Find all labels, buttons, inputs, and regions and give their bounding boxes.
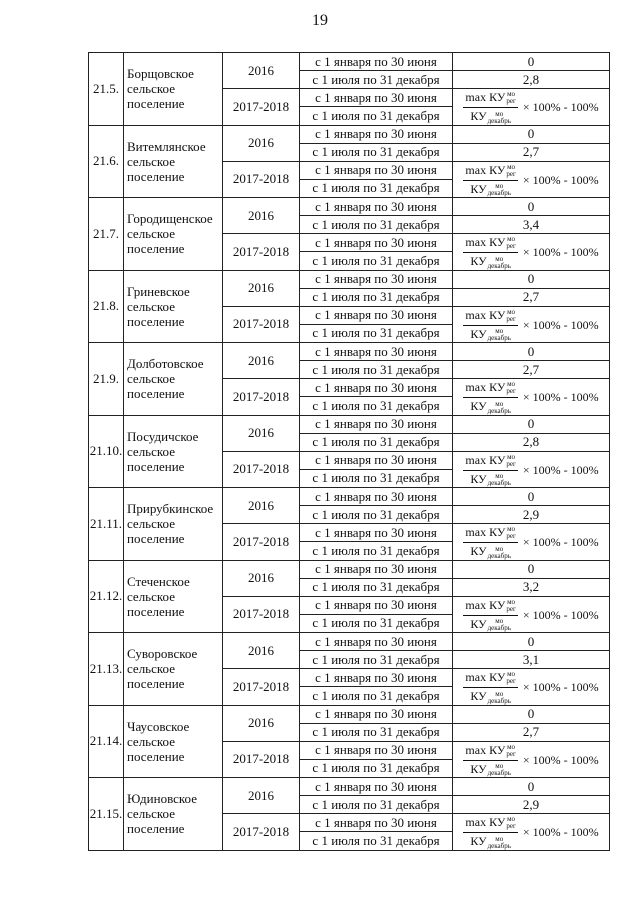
tariff-table-body (89, 53, 610, 851)
year-cell: 2016 (223, 633, 300, 669)
fraction-numerator (463, 599, 517, 616)
sub-label: декабрь (487, 696, 511, 705)
settlement-name: Долботовское сельское поселение (124, 343, 223, 416)
year-cell: 2017-2018 (223, 669, 300, 706)
settlement-name: Чаусовское сельское поселение (124, 705, 223, 778)
period-cell: с 1 июля по 31 декабря (300, 796, 453, 814)
fraction-denominator (470, 543, 511, 559)
formula-cell (453, 524, 610, 561)
formula (463, 454, 598, 488)
year-cell: 2016 (223, 198, 300, 234)
sup-label: мо (507, 307, 516, 316)
year-cell: 2017-2018 (223, 814, 300, 851)
sub-label: декабрь (487, 261, 511, 270)
fraction-numerator (463, 381, 517, 398)
year-cell: 2016 (223, 488, 300, 524)
formula (463, 599, 598, 633)
max-label: max (465, 597, 487, 612)
max-label: max (465, 90, 487, 104)
sub-label: рег (506, 749, 516, 758)
sub-label: декабрь (487, 334, 511, 342)
row-number: 21.12. (89, 560, 124, 633)
year-cell: 2016 (223, 560, 300, 596)
period-cell: с 1 июля по 31 декабря (300, 216, 453, 234)
formula (463, 236, 598, 270)
sup-label: мо (507, 742, 516, 751)
table-row (89, 705, 610, 723)
table-row (89, 560, 610, 578)
period-cell: с 1 января по 30 июня (300, 814, 453, 832)
value-cell: 2,8 (453, 433, 610, 451)
fraction-denominator (470, 398, 511, 414)
ku-label: КУ (470, 616, 487, 631)
index-mark (506, 236, 515, 250)
sub-label: рег (506, 387, 516, 396)
formula-tail: × 100% - 100% (522, 245, 599, 260)
row-number: 21.11. (89, 488, 124, 561)
max-label: max (465, 525, 487, 539)
sup-label: мо (495, 109, 504, 118)
index-mark (506, 526, 515, 540)
formula (463, 164, 598, 198)
period-cell: с 1 июля по 31 декабря (300, 759, 453, 777)
ku-label: КУ (489, 670, 506, 684)
sub-label: декабрь (487, 116, 511, 125)
value-cell: 0 (453, 125, 610, 143)
period-cell: с 1 июля по 31 декабря (300, 397, 453, 415)
year-cell: 2017-2018 (223, 379, 300, 416)
value-cell: 3,2 (453, 578, 610, 596)
max-label: max (465, 742, 487, 757)
fraction (463, 309, 517, 343)
index-mark (488, 328, 511, 342)
table-row (89, 343, 610, 361)
value-cell: 0 (453, 343, 610, 361)
fraction-numerator (463, 236, 517, 253)
max-label: max (465, 235, 487, 249)
period-cell: с 1 июля по 31 декабря (300, 687, 453, 705)
formula-cell (453, 596, 610, 633)
value-cell: 2,9 (453, 796, 610, 814)
formula-cell (453, 669, 610, 706)
fraction-numerator (463, 91, 517, 108)
table-row (89, 270, 610, 288)
fraction-numerator (463, 671, 517, 688)
row-number: 21.14. (89, 705, 124, 778)
formula (463, 526, 598, 560)
fraction (463, 91, 517, 125)
period-cell: с 1 января по 30 июня (300, 741, 453, 759)
index-mark (506, 744, 515, 758)
formula-tail: × 100% - 100% (522, 752, 599, 767)
max-label: max (465, 162, 487, 177)
period-cell: с 1 января по 30 июня (300, 524, 453, 542)
table-row (89, 488, 610, 506)
fraction-denominator (470, 181, 511, 197)
year-cell: 2016 (223, 705, 300, 741)
period-cell: с 1 января по 30 июня (300, 161, 453, 179)
table-row (89, 125, 610, 143)
settlement-name: Юдиновское сельское поселение (124, 778, 223, 851)
settlement-name: Суворовское сельское поселение (124, 633, 223, 706)
value-cell: 0 (453, 270, 610, 288)
formula-tail: × 100% - 100% (522, 462, 599, 477)
period-cell: с 1 января по 30 июня (300, 234, 453, 252)
ku-label: КУ (489, 452, 506, 467)
value-cell: 0 (453, 560, 610, 578)
fraction (463, 164, 517, 198)
table-row (89, 415, 610, 433)
fraction (463, 671, 517, 705)
period-cell: с 1 июля по 31 декабря (300, 143, 453, 161)
ku-label: КУ (470, 761, 487, 776)
sub-label: рег (506, 169, 516, 178)
period-cell: с 1 января по 30 июня (300, 53, 453, 71)
formula-tail: × 100% - 100% (522, 680, 599, 695)
settlement-name: Городищенское сельское поселение (124, 198, 223, 271)
sub-label: декабрь (487, 769, 511, 777)
sub-label: рег (506, 532, 516, 541)
period-cell: с 1 января по 30 июня (300, 778, 453, 796)
period-cell: с 1 января по 30 июня (300, 451, 453, 469)
index-mark (506, 164, 515, 178)
index-mark (488, 183, 511, 197)
max-label: max (465, 815, 487, 829)
ku-label: КУ (470, 544, 487, 559)
index-mark (488, 546, 511, 560)
sup-label: мо (495, 544, 504, 553)
value-cell: 0 (453, 488, 610, 506)
period-cell: с 1 июля по 31 декабря (300, 651, 453, 669)
period-cell: с 1 июля по 31 декабря (300, 361, 453, 379)
formula-cell (453, 451, 610, 488)
ku-label: КУ (489, 525, 506, 539)
fraction (463, 816, 517, 850)
ku-label: КУ (470, 471, 487, 486)
year-cell: 2016 (223, 125, 300, 161)
period-cell: с 1 января по 30 июня (300, 198, 453, 216)
sub-label: декабрь (487, 189, 511, 197)
period-cell: с 1 января по 30 июня (300, 89, 453, 107)
ku-label: КУ (470, 181, 487, 196)
sup-label: мо (495, 689, 504, 698)
fraction (463, 526, 517, 560)
sub-label: декабрь (487, 841, 511, 850)
fraction-denominator (470, 253, 511, 269)
formula-tail: × 100% - 100% (522, 390, 599, 405)
sub-label: декабрь (487, 406, 511, 415)
period-cell: с 1 января по 30 июня (300, 488, 453, 506)
max-label: max (465, 452, 487, 467)
ku-label: КУ (489, 815, 506, 829)
settlement-name: Посудичское сельское поселение (124, 415, 223, 488)
ku-label: КУ (470, 689, 487, 704)
ku-label: КУ (489, 162, 506, 177)
table-row (89, 198, 610, 216)
formula-cell (453, 814, 610, 851)
year-cell: 2017-2018 (223, 306, 300, 343)
sub-label: декабрь (487, 479, 511, 487)
sub-label: декабрь (487, 551, 511, 560)
sub-label: рег (506, 242, 516, 251)
period-cell: с 1 июля по 31 декабря (300, 288, 453, 306)
max-label: max (465, 380, 487, 394)
settlement-name: Борщовское сельское поселение (124, 53, 223, 126)
fraction-numerator (463, 164, 517, 181)
settlement-name: Стеченское сельское поселение (124, 560, 223, 633)
index-mark (488, 763, 511, 777)
formula-tail: × 100% - 100% (522, 100, 599, 115)
formula-tail: × 100% - 100% (522, 535, 599, 550)
index-mark (506, 454, 515, 468)
value-cell: 3,4 (453, 216, 610, 234)
ku-label: КУ (489, 597, 506, 612)
ku-label: КУ (470, 834, 487, 849)
value-cell: 2,8 (453, 71, 610, 89)
period-cell: с 1 июля по 31 декабря (300, 832, 453, 850)
period-cell: с 1 июля по 31 декабря (300, 71, 453, 89)
table-row (89, 633, 610, 651)
year-cell: 2016 (223, 415, 300, 451)
year-cell: 2017-2018 (223, 451, 300, 488)
fraction (463, 454, 517, 488)
period-cell: с 1 июля по 31 декабря (300, 433, 453, 451)
sup-label: мо (495, 399, 504, 408)
formula (463, 381, 598, 415)
fraction (463, 381, 517, 415)
period-cell: с 1 июля по 31 декабря (300, 469, 453, 487)
row-number: 21.15. (89, 778, 124, 851)
ku-label: КУ (489, 380, 506, 394)
value-cell: 0 (453, 198, 610, 216)
period-cell: с 1 июля по 31 декабря (300, 324, 453, 342)
fraction-denominator (470, 688, 511, 704)
tariff-table (88, 52, 610, 851)
formula-cell (453, 306, 610, 343)
sup-label: мо (507, 815, 516, 824)
fraction-denominator (470, 108, 511, 124)
period-cell: с 1 января по 30 июня (300, 560, 453, 578)
sup-label: мо (495, 834, 504, 843)
sup-label: мо (495, 254, 504, 263)
sup-label: мо (507, 380, 516, 389)
value-cell: 2,7 (453, 288, 610, 306)
year-cell: 2017-2018 (223, 741, 300, 778)
fraction (463, 599, 517, 633)
sub-label: рег (506, 677, 516, 686)
fraction-numerator (463, 744, 517, 761)
fraction-numerator (463, 526, 517, 543)
table-row (89, 778, 610, 796)
sub-label: рег (506, 604, 516, 613)
table-row (89, 53, 610, 71)
settlement-name: Прирубкинское сельское поселение (124, 488, 223, 561)
period-cell: с 1 июля по 31 декабря (300, 614, 453, 632)
value-cell: 0 (453, 778, 610, 796)
period-cell: с 1 января по 30 июня (300, 270, 453, 288)
formula-tail: × 100% - 100% (522, 607, 599, 622)
value-cell: 0 (453, 633, 610, 651)
period-cell: с 1 января по 30 июня (300, 669, 453, 687)
fraction-numerator (463, 309, 517, 326)
formula-cell (453, 741, 610, 778)
max-label: max (465, 307, 487, 322)
sup-label: мо (495, 617, 504, 625)
fraction-numerator (463, 454, 517, 471)
period-cell: с 1 января по 30 июня (300, 379, 453, 397)
ku-label: КУ (489, 90, 506, 104)
row-number: 21.10. (89, 415, 124, 488)
sup-label: мо (507, 235, 516, 244)
index-mark (488, 473, 511, 487)
row-number: 21.6. (89, 125, 124, 198)
formula (463, 309, 598, 343)
row-number: 21.9. (89, 343, 124, 416)
ku-label: КУ (470, 109, 487, 124)
row-number: 21.13. (89, 633, 124, 706)
index-mark (488, 691, 511, 705)
sub-label: рег (506, 97, 516, 106)
year-cell: 2016 (223, 343, 300, 379)
period-cell: с 1 января по 30 июня (300, 306, 453, 324)
value-cell: 0 (453, 705, 610, 723)
sup-label: мо (507, 597, 516, 606)
period-cell: с 1 января по 30 июня (300, 415, 453, 433)
ku-label: КУ (489, 742, 506, 757)
year-cell: 2017-2018 (223, 524, 300, 561)
page-number: 19 (312, 12, 328, 29)
ku-label: КУ (470, 326, 487, 341)
year-cell: 2017-2018 (223, 234, 300, 271)
sup-label: мо (495, 182, 504, 190)
sub-label: декабрь (487, 624, 511, 632)
index-mark (488, 836, 511, 850)
period-cell: с 1 июля по 31 декабря (300, 179, 453, 197)
formula-tail: × 100% - 100% (522, 172, 599, 187)
formula (463, 816, 598, 850)
year-cell: 2016 (223, 53, 300, 89)
formula (463, 671, 598, 705)
period-cell: с 1 января по 30 июня (300, 633, 453, 651)
ku-label: КУ (489, 307, 506, 322)
fraction-denominator (470, 833, 511, 849)
sup-label: мо (495, 327, 504, 335)
sup-label: мо (507, 90, 516, 99)
sub-label: рег (506, 822, 516, 831)
formula-cell (453, 234, 610, 271)
period-cell: с 1 января по 30 июня (300, 343, 453, 361)
index-mark (488, 401, 511, 415)
period-cell: с 1 января по 30 июня (300, 596, 453, 614)
fraction-denominator (470, 471, 511, 487)
ku-label: КУ (489, 235, 506, 249)
period-cell: с 1 июля по 31 декабря (300, 107, 453, 125)
fraction-numerator (463, 816, 517, 833)
period-cell: с 1 января по 30 июня (300, 125, 453, 143)
year-cell: 2016 (223, 270, 300, 306)
index-mark (506, 91, 515, 105)
fraction (463, 236, 517, 270)
period-cell: с 1 июля по 31 декабря (300, 578, 453, 596)
formula-cell (453, 379, 610, 416)
index-mark (506, 309, 515, 323)
formula-cell (453, 89, 610, 126)
year-cell: 2016 (223, 778, 300, 814)
sup-label: мо (507, 452, 516, 461)
period-cell: с 1 января по 30 июня (300, 705, 453, 723)
ku-label: КУ (470, 399, 487, 414)
row-number: 21.8. (89, 270, 124, 343)
fraction-denominator (470, 326, 511, 342)
formula-cell (453, 161, 610, 198)
settlement-name: Гриневское сельское поселение (124, 270, 223, 343)
index-mark (506, 816, 515, 830)
sup-label: мо (495, 762, 504, 770)
sup-label: мо (507, 670, 516, 679)
value-cell: 2,9 (453, 506, 610, 524)
max-label: max (465, 670, 487, 684)
period-cell: с 1 июля по 31 декабря (300, 542, 453, 560)
sub-label: рег (506, 459, 516, 468)
index-mark (488, 256, 511, 270)
value-cell: 0 (453, 53, 610, 71)
sub-label: рег (506, 314, 516, 323)
fraction-denominator (470, 761, 511, 777)
sup-label: мо (507, 525, 516, 534)
value-cell: 2,7 (453, 361, 610, 379)
formula (463, 744, 598, 778)
ku-label: КУ (470, 254, 487, 269)
row-number: 21.7. (89, 198, 124, 271)
period-cell: с 1 июля по 31 декабря (300, 506, 453, 524)
fraction-denominator (470, 616, 511, 632)
year-cell: 2017-2018 (223, 161, 300, 198)
index-mark (506, 599, 515, 613)
value-cell: 0 (453, 415, 610, 433)
fraction (463, 744, 517, 778)
formula-tail: × 100% - 100% (522, 825, 599, 840)
sup-label: мо (507, 162, 516, 171)
period-cell: с 1 июля по 31 декабря (300, 723, 453, 741)
sup-label: мо (495, 472, 504, 480)
row-number: 21.5. (89, 53, 124, 126)
value-cell: 2,7 (453, 723, 610, 741)
settlement-name: Витемлянское сельское поселение (124, 125, 223, 198)
index-mark (506, 381, 515, 395)
index-mark (488, 111, 511, 125)
index-mark (506, 671, 515, 685)
value-cell: 2,7 (453, 143, 610, 161)
formula (463, 91, 598, 125)
formula-tail: × 100% - 100% (522, 317, 599, 332)
value-cell: 3,1 (453, 651, 610, 669)
index-mark (488, 618, 511, 632)
year-cell: 2017-2018 (223, 89, 300, 126)
year-cell: 2017-2018 (223, 596, 300, 633)
period-cell: с 1 июля по 31 декабря (300, 252, 453, 270)
